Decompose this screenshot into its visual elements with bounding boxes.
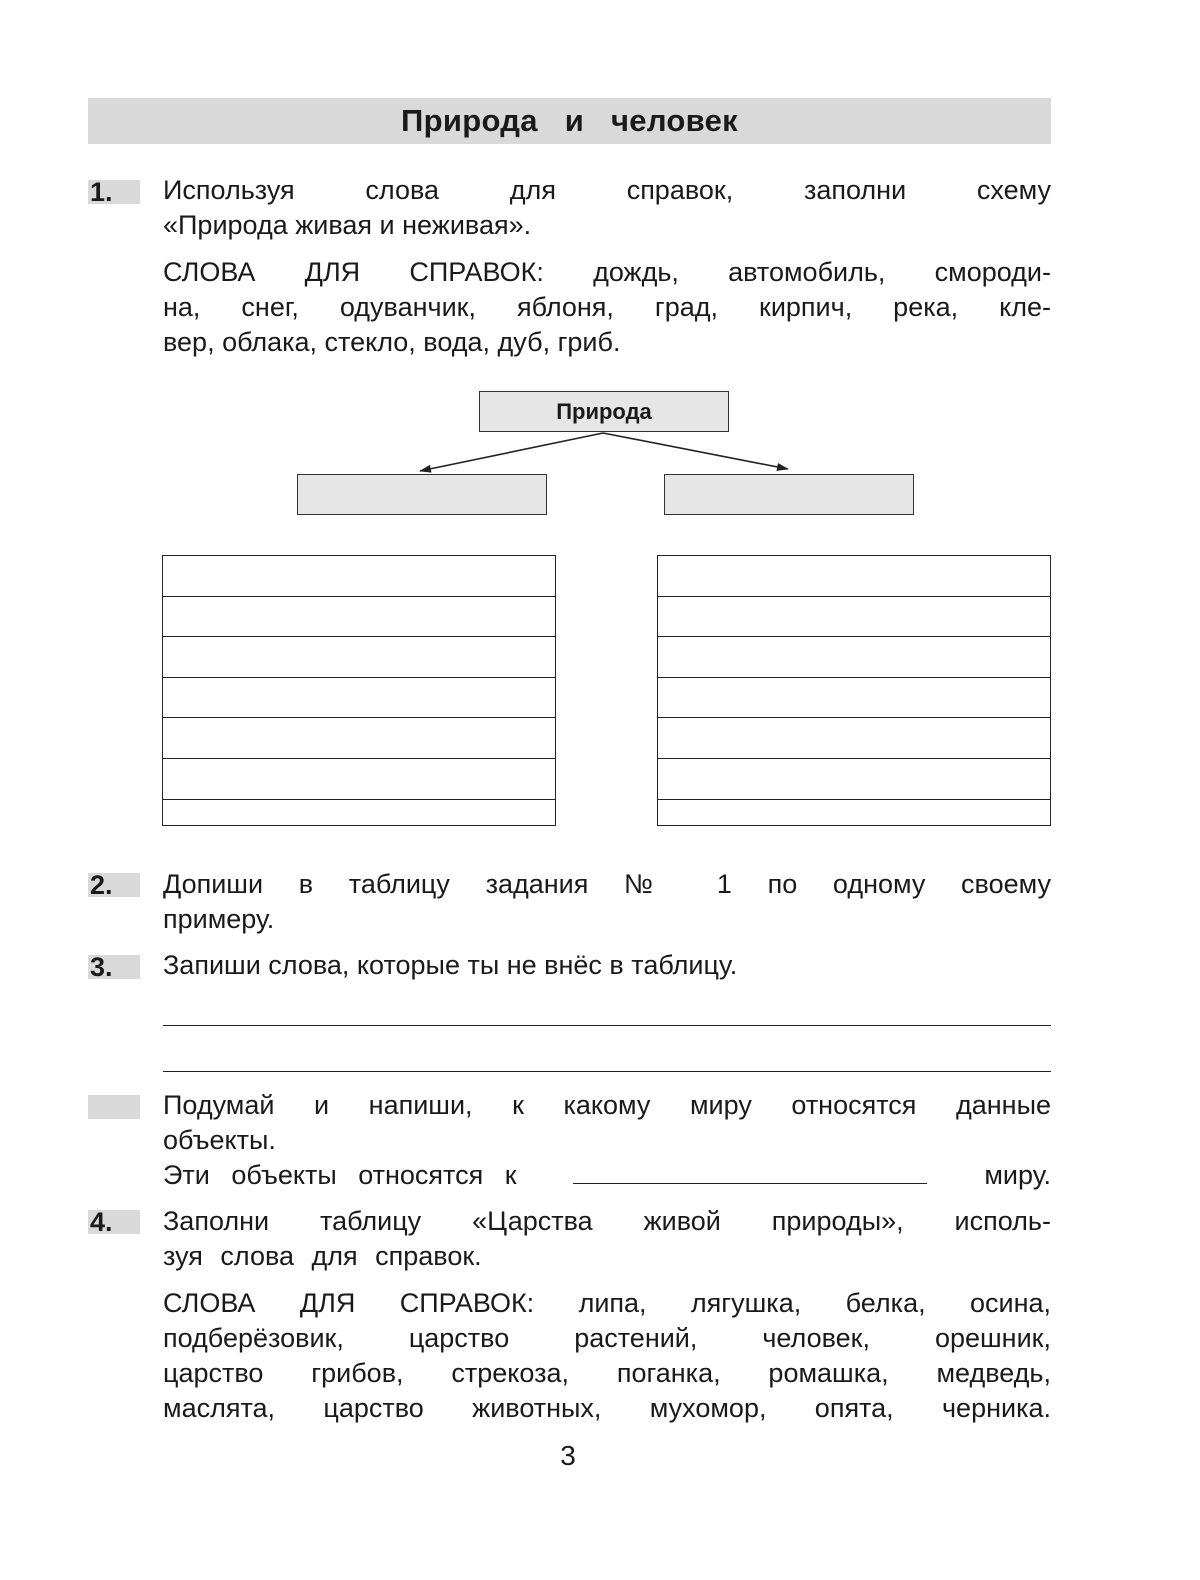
table-row[interactable] bbox=[163, 759, 555, 800]
task-1-refs-line-3: вер, облака, стекло, вода, дуб, гриб. bbox=[163, 327, 621, 357]
task-extra-sentence bbox=[163, 1158, 1051, 1193]
task-4-refs-line-2: подберёзовик, царство растений, человек, орешник, bbox=[163, 1323, 1051, 1353]
task-1-number: 1. bbox=[88, 180, 140, 204]
task-4-text-line-1: Заполни таблицу «Царства живой природы», исполь- bbox=[163, 1206, 1051, 1236]
task-2-number: 2. bbox=[88, 873, 140, 897]
task-1-instruction-line-1: Используя слова для справок, заполни схему bbox=[163, 175, 1051, 205]
table-row[interactable] bbox=[163, 678, 555, 719]
task-extra-text-line-1: Подумай и напиши, к какому миру относятся данные bbox=[163, 1090, 1051, 1120]
table-row[interactable] bbox=[658, 718, 1050, 759]
task-1-refs-line-1: СЛОВА ДЛЯ СПРАВОК: дождь, автомобиль, смороди- bbox=[163, 257, 1051, 287]
task-4-refs-line-1: СЛОВА ДЛЯ СПРАВОК: липа, лягушка, белка, осина, bbox=[163, 1288, 1051, 1318]
table-row[interactable] bbox=[163, 556, 555, 597]
left-answer-table bbox=[162, 555, 556, 826]
task-extra-text bbox=[163, 1088, 1051, 1193]
diagram-left-branch-box[interactable] bbox=[297, 474, 547, 515]
task-4-refs-line-4: маслята, царство животных, мухомор, опята, черника. bbox=[163, 1393, 1051, 1423]
task-extra-sentence-end: миру. bbox=[984, 1160, 1051, 1190]
task-3-text: Запиши слова, которые ты не внёс в таблицу. bbox=[163, 950, 738, 980]
task-extra-marker bbox=[88, 1095, 140, 1119]
diagram-root-label: Природа bbox=[556, 398, 652, 424]
world-fill-in-line[interactable] bbox=[573, 1161, 927, 1184]
task-3-answer-line-2[interactable] bbox=[163, 1071, 1051, 1072]
table-row[interactable] bbox=[658, 759, 1050, 800]
task-4-text-line-2: зуя слова для справок. bbox=[163, 1241, 482, 1271]
table-row[interactable] bbox=[658, 556, 1050, 597]
task-2-text-line-2: примеру. bbox=[163, 904, 275, 934]
diagram-arrows bbox=[0, 0, 1200, 520]
arrow-left bbox=[420, 433, 603, 471]
task-3-answer-line-1[interactable] bbox=[163, 1025, 1051, 1026]
table-row[interactable] bbox=[163, 800, 555, 822]
task-extra-text-line-2: объекты. bbox=[163, 1125, 276, 1155]
task-4-refs-line-3: царство грибов, стрекоза, поганка, ромашка, медведь, bbox=[163, 1358, 1051, 1388]
task-2-text-line-1: Допиши в таблицу задания № 1 по одному своему bbox=[163, 869, 1051, 899]
diagram-right-branch-box[interactable] bbox=[664, 474, 914, 515]
table-row[interactable] bbox=[163, 718, 555, 759]
task-3-number: 3. bbox=[88, 955, 140, 979]
task-4-text bbox=[163, 1204, 1051, 1274]
table-row[interactable] bbox=[658, 637, 1050, 678]
task-extra-sentence-start: Эти объекты относятся к bbox=[163, 1160, 517, 1190]
page-title: Природа и человек bbox=[401, 103, 738, 138]
task-2-text bbox=[163, 867, 1051, 937]
table-row[interactable] bbox=[163, 597, 555, 638]
table-row[interactable] bbox=[163, 637, 555, 678]
task-4-reference-words bbox=[163, 1286, 1051, 1426]
table-row[interactable] bbox=[658, 678, 1050, 719]
page-number: 3 bbox=[560, 1440, 576, 1471]
task-1-instruction-line-2: «Природа живая и неживая». bbox=[163, 210, 532, 240]
table-row[interactable] bbox=[658, 800, 1050, 822]
right-answer-table bbox=[657, 555, 1051, 826]
table-row[interactable] bbox=[658, 597, 1050, 638]
task-4-number: 4. bbox=[88, 1210, 140, 1234]
task-1-refs-line-2: на, снег, одуванчик, яблоня, град, кирпич, река, кле- bbox=[163, 292, 1051, 322]
arrow-right bbox=[603, 433, 788, 469]
